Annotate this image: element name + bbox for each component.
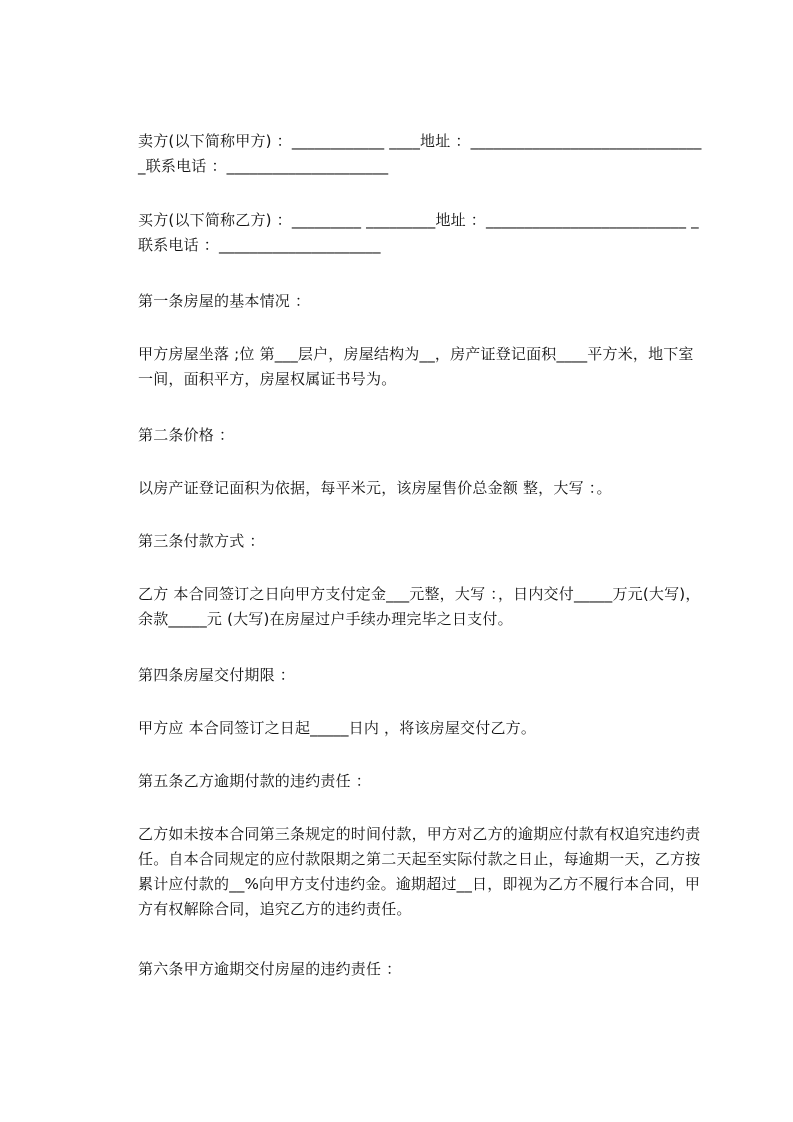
buyer-info-paragraph: 买方(以下简称乙方) ：_________ _________地址 ：__________________________ _联系电话 ：_____________________	[138, 211, 699, 254]
article5-body: 乙方如未按本合同第三条规定的时间付款，甲方对乙方的逾期应付款有权追究违约责任。自本合同规定的应付款限期之第二天起至实际付款之日止，每逾期一天，乙方按累计应付款的__%向甲方支付违约金。逾期超过__日，即视为乙方不履行本合同，甲方有权解除合同，追究乙方的违约责任。	[138, 825, 701, 918]
article2-body: 以房产证登记面积为依据，每平米元，该房屋售价总金额 整，大写 ：。	[138, 479, 612, 497]
article3-body: 乙方 本合同签订之日向甲方支付定金___元整，大写 ：，日内交付_____万元(大写)，余款_____元 (大写)在房屋过户手续办理完毕之日支付。	[138, 585, 701, 628]
article3-title: 第三条付款方式 ：	[138, 532, 265, 550]
article1-body: 甲方房屋坐落 ;位 第___层户，房屋结构为__，房产证登记面积____平方米，地下室一间，面积平方，房屋权属证书号为。	[138, 345, 694, 388]
article1-title: 第一条房屋的基本情况 ：	[138, 292, 311, 310]
seller-info-paragraph: 卖方(以下简称甲方) ：____________ ____地址 ：______________________________ _联系电话 ：_____________________	[138, 132, 707, 175]
article6-title: 第六条甲方逾期交付房屋的违约责任 ：	[138, 960, 402, 978]
article4-title: 第四条房屋交付期限 ：	[138, 666, 295, 684]
article5-title: 第五条乙方逾期付款的违约责任 ：	[138, 772, 371, 790]
article2-title: 第二条价格 ：	[138, 426, 235, 444]
article4-body: 甲方应 本合同签订之日起_____日内 ，将该房屋交付乙方。	[138, 719, 537, 737]
